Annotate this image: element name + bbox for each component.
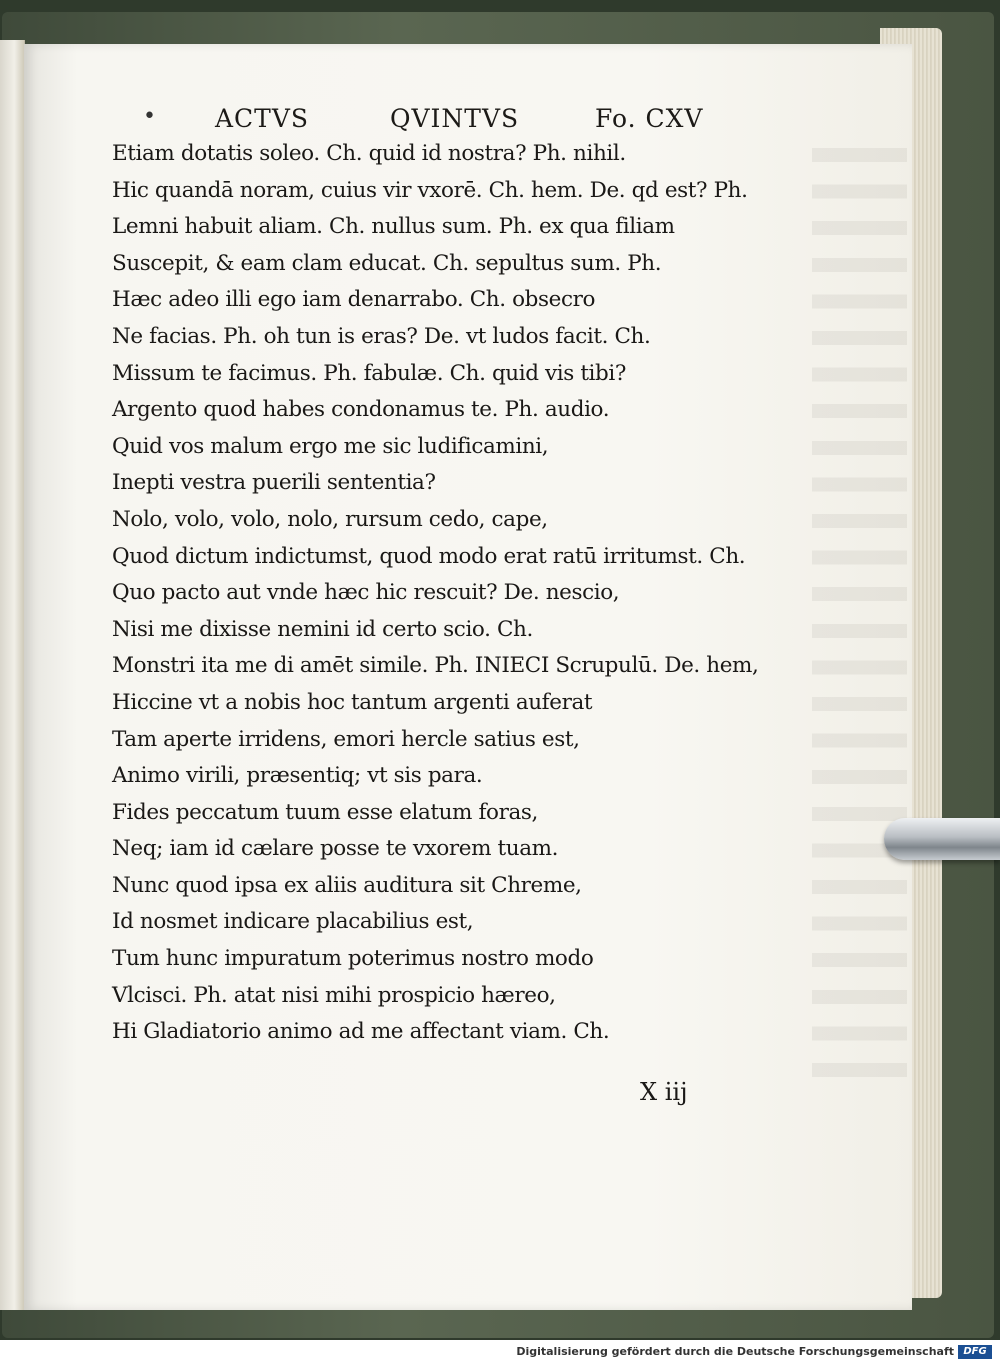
verse-line: Hiccine vt a nobis hoc tantum argenti auferat xyxy=(112,689,593,715)
verse-line: Neq; iam id cælare posse te vxorem tuam. xyxy=(112,836,559,862)
verse-line: Tam aperte irridens, emori hercle satius est, xyxy=(112,726,580,752)
verse-line: Hæc adeo illi ego iam denarrabo. Ch. obsecro xyxy=(112,287,596,313)
verse-line: Id nosmet indicare placabilius est, xyxy=(112,909,474,935)
verse-line: Tum hunc impuratum poterimus nostro modo xyxy=(112,946,594,972)
verse-line: Quid vos malum ergo me sic ludificamini, xyxy=(112,433,549,459)
page-weight-rod xyxy=(884,818,1000,860)
verse-line: Lemni habuit aliam. Ch. nullus sum. Ph. ex qua filiam xyxy=(112,214,675,240)
verse-line: Hi Gladiatorio animo ad me affectant viam. Ch. xyxy=(112,1019,610,1045)
verse-text xyxy=(112,136,812,1051)
verse-line: Nolo, volo, volo, nolo, rursum cedo, cape, xyxy=(112,506,548,532)
verse-line: Fides peccatum tuum esse elatum foras, xyxy=(112,799,538,825)
verse-line: Suscepit, & eam clam educat. Ch. sepultus sum. Ph. xyxy=(112,250,662,276)
footer-bar xyxy=(0,1340,1000,1364)
folio-number: Fo. CXV xyxy=(595,104,704,133)
header-dot: • xyxy=(143,104,157,129)
verse-line: Missum te facimus. Ph. fabulæ. Ch. quid vis tibi? xyxy=(112,360,626,386)
facing-page-edge xyxy=(0,40,25,1310)
running-header xyxy=(143,104,715,138)
verse-line: Quod dictum indictumst, quod modo erat ratū irritumst. Ch. xyxy=(112,543,746,569)
verse-line: Monstri ita me di amēt simile. Ph. INIECI Scrupulū. De. hem, xyxy=(112,653,759,679)
verse-line: Quo pacto aut vnde hæc hic rescuit? De. nescio, xyxy=(112,580,620,606)
verse-line: Argento quod habes condonamus te. Ph. audio. xyxy=(112,397,610,423)
verse-line: Animo virili, præsentiq; vt sis para. xyxy=(112,763,483,789)
verse-line: Ne facias. Ph. oh tun is eras? De. vt ludos facit. Ch. xyxy=(112,323,651,349)
verse-line: Hic quandā noram, cuius vir vxorē. Ch. hem. De. qd est? Ph. xyxy=(112,177,748,203)
dfg-logo: DFG xyxy=(958,1345,992,1359)
funding-credit: Digitalisierung gefördert durch die Deutsche Forschungsgemeinschaft xyxy=(516,1345,954,1358)
header-center: QVINTVS xyxy=(390,104,520,133)
verse-line: Vlcisci. Ph. atat nisi mihi prospicio hæreo, xyxy=(112,982,556,1008)
verse-line: Inepti vestra puerili sententia? xyxy=(112,470,436,496)
verse-line: Nisi me dixisse nemini id certo scio. Ch. xyxy=(112,616,533,642)
verse-line: Nunc quod ipsa ex aliis auditura sit Chreme, xyxy=(112,872,582,898)
header-left: ACTVS xyxy=(215,104,310,133)
signature-mark: X iij xyxy=(640,1078,688,1106)
show-through-text xyxy=(812,148,907,1098)
verse-line: Etiam dotatis soleo. Ch. quid id nostra? Ph. nihil. xyxy=(112,141,626,166)
